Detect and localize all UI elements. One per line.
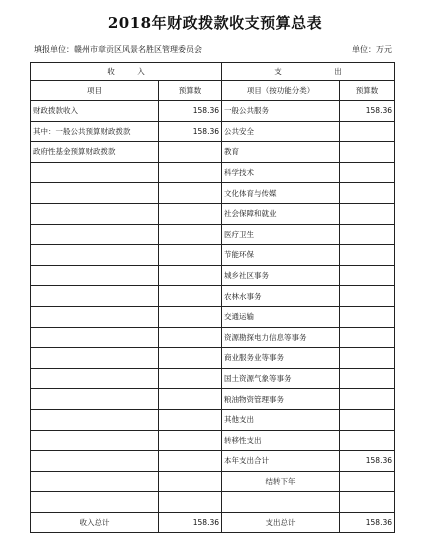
page-title: 2018年财政拨款收支预算总表 xyxy=(107,14,323,32)
income-budget-cell xyxy=(159,162,222,183)
expense-budget-cell: 158.36 xyxy=(340,101,395,122)
expense-item-cell xyxy=(222,492,340,513)
income-budget-cell: 158.36 xyxy=(159,121,222,142)
expense-budget-cell xyxy=(340,368,395,389)
expense-item-cell: 节能环保 xyxy=(222,245,340,266)
income-budget-header: 预算数 xyxy=(159,81,222,101)
expense-budget-cell xyxy=(340,183,395,204)
expense-budget-cell xyxy=(340,409,395,430)
income-item-cell: 其中：一般公共预算财政拨款 xyxy=(31,121,159,142)
expense-budget-cell xyxy=(340,265,395,286)
table-row xyxy=(31,471,395,492)
expense-budget-cell xyxy=(340,430,395,451)
expense-budget-cell: 158.36 xyxy=(340,512,395,533)
income-budget-cell xyxy=(159,451,222,472)
budget-summary-table xyxy=(30,62,395,533)
expense-budget-cell xyxy=(340,327,395,348)
table-column-headers xyxy=(31,81,395,101)
expense-item-cell: 社会保障和就业 xyxy=(222,203,340,224)
table-row xyxy=(31,430,395,451)
table-row xyxy=(31,142,395,163)
table-row xyxy=(31,389,395,410)
table-row xyxy=(31,183,395,204)
expense-item-cell: 教育 xyxy=(222,142,340,163)
income-budget-cell xyxy=(159,409,222,430)
table-row xyxy=(31,162,395,183)
income-item-cell xyxy=(31,224,159,245)
expense-budget-cell: 158.36 xyxy=(340,451,395,472)
expense-item-cell: 一般公共服务 xyxy=(222,101,340,122)
currency-unit: 单位：万元 xyxy=(352,45,392,54)
income-item-cell xyxy=(31,162,159,183)
table-row xyxy=(31,306,395,327)
expense-budget-cell xyxy=(340,306,395,327)
table-row xyxy=(31,348,395,369)
table-row xyxy=(31,492,395,513)
expense-budget-cell xyxy=(340,389,395,410)
table-row xyxy=(31,101,395,122)
income-budget-cell xyxy=(159,327,222,348)
table-row xyxy=(31,245,395,266)
income-budget-cell: 158.36 xyxy=(159,101,222,122)
expense-item-cell: 国土资源气象等事务 xyxy=(222,368,340,389)
income-item-cell xyxy=(31,286,159,307)
income-item-cell xyxy=(31,471,159,492)
table-row xyxy=(31,512,395,533)
expense-item-cell: 文化体育与传媒 xyxy=(222,183,340,204)
expense-item-cell: 科学技术 xyxy=(222,162,340,183)
expense-item-cell: 商业服务业等事务 xyxy=(222,348,340,369)
income-item-cell xyxy=(31,327,159,348)
expense-item-cell: 粮油物资管理事务 xyxy=(222,389,340,410)
expense-item-cell: 其他支出 xyxy=(222,409,340,430)
expense-budget-header: 预算数 xyxy=(340,81,395,101)
income-item-cell xyxy=(31,183,159,204)
expense-item-cell: 结转下年 xyxy=(222,471,340,492)
income-budget-cell xyxy=(159,183,222,204)
expense-budget-cell xyxy=(340,245,395,266)
expense-item-cell: 转移性支出 xyxy=(222,430,340,451)
table-row xyxy=(31,409,395,430)
income-budget-cell xyxy=(159,265,222,286)
expense-item-cell: 资源勘探电力信息等事务 xyxy=(222,327,340,348)
table-row xyxy=(31,451,395,472)
expense-item-cell: 农林水事务 xyxy=(222,286,340,307)
expense-budget-cell xyxy=(340,471,395,492)
income-budget-cell xyxy=(159,471,222,492)
income-budget-cell xyxy=(159,203,222,224)
income-item-cell xyxy=(31,203,159,224)
income-budget-cell xyxy=(159,306,222,327)
expense-budget-cell xyxy=(340,203,395,224)
expense-item-header: 项目（按功能分类） xyxy=(222,81,340,101)
table-row xyxy=(31,224,395,245)
expense-budget-cell xyxy=(340,348,395,369)
income-budget-cell xyxy=(159,492,222,513)
expense-budget-cell xyxy=(340,224,395,245)
income-item-cell xyxy=(31,451,159,472)
expense-item-cell: 医疗卫生 xyxy=(222,224,340,245)
table-row xyxy=(31,286,395,307)
expense-item-cell: 交通运输 xyxy=(222,306,340,327)
income-item-cell xyxy=(31,409,159,430)
expense-budget-cell xyxy=(340,142,395,163)
income-item-cell: 财政拨款收入 xyxy=(31,101,159,122)
income-item-cell xyxy=(31,368,159,389)
expense-budget-cell xyxy=(340,492,395,513)
income-budget-cell xyxy=(159,142,222,163)
income-item-cell xyxy=(31,306,159,327)
expense-item-cell: 本年支出合计 xyxy=(222,451,340,472)
income-header: 收 入 xyxy=(31,63,222,81)
expense-header: 支 出 xyxy=(222,63,395,81)
expense-budget-cell xyxy=(340,121,395,142)
table-row xyxy=(31,203,395,224)
income-item-cell xyxy=(31,492,159,513)
income-item-cell xyxy=(31,430,159,451)
expense-budget-cell xyxy=(340,162,395,183)
expense-item-cell: 公共安全 xyxy=(222,121,340,142)
table-row xyxy=(31,265,395,286)
income-item-header: 项目 xyxy=(31,81,159,101)
table-header-group xyxy=(31,63,395,81)
income-budget-cell xyxy=(159,286,222,307)
expense-item-cell: 支出总计 xyxy=(222,512,340,533)
table-row xyxy=(31,121,395,142)
income-item-cell xyxy=(31,348,159,369)
table-row xyxy=(31,327,395,348)
income-budget-cell: 158.36 xyxy=(159,512,222,533)
income-item-cell xyxy=(31,389,159,410)
expense-budget-cell xyxy=(340,286,395,307)
income-budget-cell xyxy=(159,348,222,369)
income-item-cell: 收入总计 xyxy=(31,512,159,533)
income-item-cell xyxy=(31,245,159,266)
expense-item-cell: 城乡社区事务 xyxy=(222,265,340,286)
income-budget-cell xyxy=(159,368,222,389)
reporting-unit: 填报单位：赣州市章贡区风景名胜区管理委员会 xyxy=(34,45,202,54)
income-budget-cell xyxy=(159,245,222,266)
income-budget-cell xyxy=(159,430,222,451)
income-budget-cell xyxy=(159,389,222,410)
table-row xyxy=(31,368,395,389)
income-budget-cell xyxy=(159,224,222,245)
income-item-cell: 政府性基金预算财政拨款 xyxy=(31,142,159,163)
income-item-cell xyxy=(31,265,159,286)
